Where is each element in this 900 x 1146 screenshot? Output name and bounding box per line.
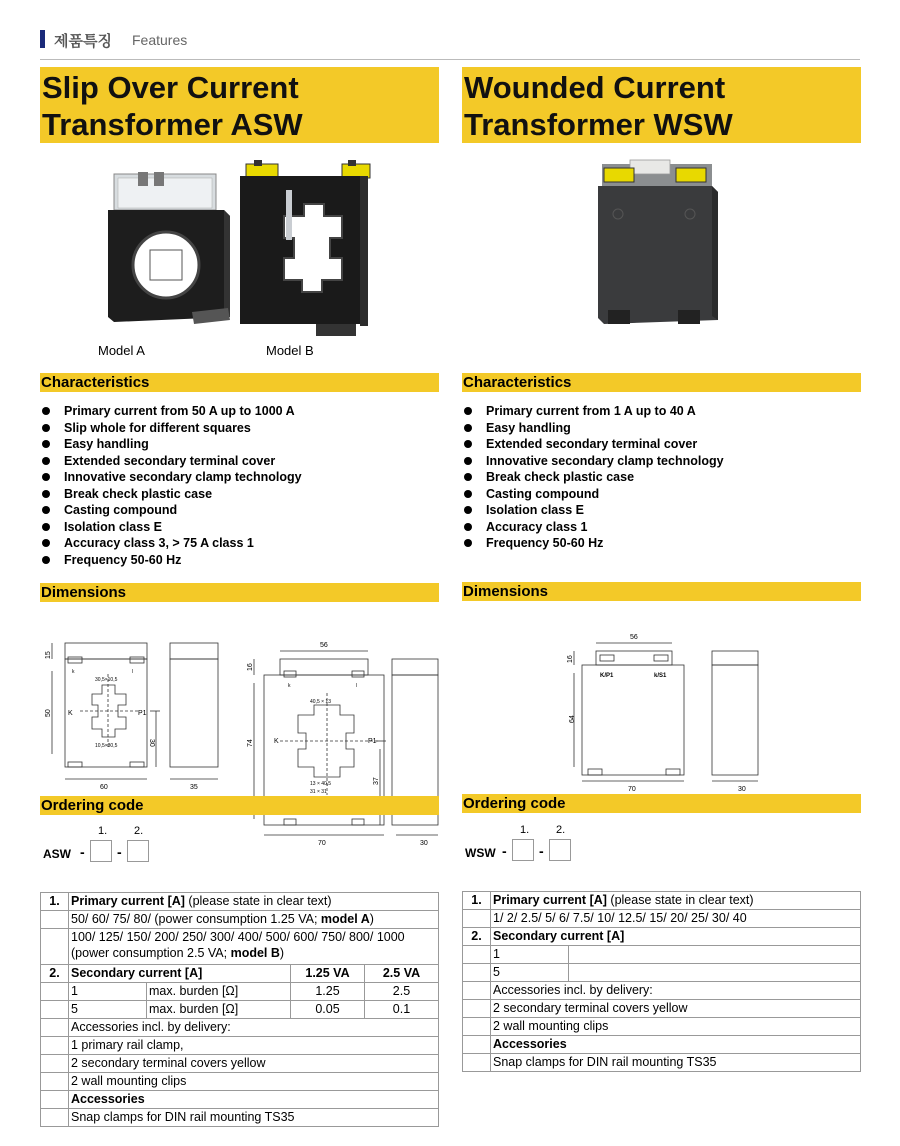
- bullet-icon: [464, 490, 472, 498]
- asw-row-1-primary: [69, 893, 439, 911]
- list-item: [462, 535, 724, 552]
- asw-burden-label-5: max. burden [Ω]: [147, 1001, 291, 1019]
- list-item: [40, 519, 302, 536]
- asw-b-terminal-l: l: [356, 683, 358, 689]
- wsw-dimensions-heading: Dimensions: [462, 582, 861, 601]
- wsw-accessory-clips: 2 wall mounting clips: [491, 1018, 861, 1036]
- asw-secondary-current-heading: [69, 965, 291, 983]
- asw-b-hole-label-2: 13 × 40,5: [310, 781, 331, 787]
- list-item: [462, 403, 724, 420]
- bullet-icon: [42, 490, 50, 498]
- bullet-icon: [42, 457, 50, 465]
- asw-order-box-2[interactable]: [127, 840, 149, 862]
- list-item-text: Easy handling: [486, 420, 571, 435]
- asw-model-b-photo: [236, 160, 371, 345]
- asw-order-box-1[interactable]: [90, 840, 112, 862]
- wsw-accessories-delivery: Accessories incl. by delivery:: [491, 982, 861, 1000]
- bullet-icon: [464, 539, 472, 547]
- list-item: [462, 469, 724, 486]
- asw-accessory-terminal-covers: 2 secondary terminal covers yellow: [69, 1055, 439, 1073]
- asw-order-position-1-label: 1.: [98, 825, 108, 837]
- list-item-text: Isolation class E: [64, 519, 162, 534]
- bullet-icon: [42, 506, 50, 514]
- wsw-order-position-1-label: 1.: [520, 824, 530, 836]
- asw-a-terminal-p1: P1: [138, 710, 147, 717]
- list-item: [40, 486, 302, 503]
- table-row: [463, 910, 861, 928]
- header-accent-bar: [40, 30, 45, 48]
- list-item-text: Accuracy class 3, > 75 A class 1: [64, 536, 254, 550]
- asw-a-dim-15: 15: [45, 651, 52, 659]
- asw-b-terminal-k-upper: K: [274, 738, 279, 745]
- list-item: [40, 552, 302, 569]
- wsw-photo: [594, 158, 726, 335]
- asw-col-125va: [291, 965, 365, 983]
- asw-b-dim-37: 37: [373, 777, 380, 785]
- wsw-order-code-prefix: WSW: [465, 846, 496, 860]
- list-item-text: Casting compound: [486, 486, 600, 501]
- wsw-front-view: [574, 643, 758, 781]
- list-item: [40, 502, 302, 519]
- wsw-order-dash-2: -: [539, 843, 544, 859]
- wsw-dim-64: 64: [569, 715, 576, 723]
- table-row: [41, 1019, 439, 1037]
- asw-a-terminal-k: k: [72, 669, 75, 675]
- asw-model-b-power: (power consumption 2.5 VA;: [71, 946, 231, 960]
- wsw-column: [462, 67, 861, 1069]
- table-row: [463, 928, 861, 946]
- header-title-english: Features: [132, 32, 188, 48]
- bullet-icon: [464, 424, 472, 432]
- asw-primary-current-note: (please state in clear text): [184, 894, 332, 908]
- asw-order-dash-1: -: [80, 844, 85, 860]
- asw-characteristics-list: [40, 403, 302, 568]
- bullet-icon: [42, 556, 50, 564]
- wsw-accessories-label: Accessories: [493, 1037, 567, 1051]
- bullet-icon: [42, 407, 50, 415]
- wsw-order-box-1[interactable]: [512, 839, 534, 861]
- table-row: [463, 1036, 861, 1054]
- list-item-text: Primary current from 50 A up to 1000 A: [64, 404, 295, 418]
- asw-b-dim-56: 56: [320, 642, 328, 649]
- asw-a-terminal-l: l: [132, 669, 134, 675]
- asw-model-b-label: model B: [230, 946, 280, 960]
- bullet-icon: [464, 506, 472, 514]
- wsw-secondary-current-label: Secondary current [A]: [493, 929, 625, 943]
- asw-row-2-num: 2.: [41, 965, 69, 983]
- list-item-text: Isolation class E: [486, 503, 584, 517]
- bullet-icon: [464, 407, 472, 415]
- asw-a-dim-50: 50: [45, 709, 52, 717]
- asw-title-line1: Slip Over Current: [42, 70, 299, 105]
- asw-b-dim-30: 30: [420, 840, 428, 847]
- asw-ordering-code: [40, 825, 240, 875]
- list-item-text: Extended secondary terminal cover: [486, 437, 698, 451]
- asw-order-dash-2: -: [117, 844, 122, 860]
- asw-a-dim-60: 60: [100, 784, 108, 791]
- list-item: [40, 420, 302, 437]
- bullet-icon: [42, 424, 50, 432]
- asw-accessories-label: Accessories: [71, 1092, 145, 1106]
- table-row: [463, 892, 861, 910]
- list-item: [40, 403, 302, 420]
- wsw-title-box: [462, 67, 861, 143]
- list-item-text: Break check plastic case: [486, 470, 635, 484]
- wsw-row-2-num: 2.: [463, 928, 491, 946]
- table-row: [463, 982, 861, 1000]
- wsw-spec-table: [462, 891, 861, 1072]
- bullet-icon: [464, 523, 472, 531]
- asw-a-terminal-k-upper: K: [68, 710, 73, 717]
- asw-spec-table: [40, 892, 439, 1127]
- wsw-order-position-2-label: 2.: [556, 824, 566, 836]
- asw-accessory-snap-clamps: Snap clamps for DIN rail mounting TS35: [69, 1109, 439, 1127]
- bullet-icon: [464, 457, 472, 465]
- list-item-text: Slip whole for different squares: [64, 420, 251, 435]
- wsw-primary-current-note: (please state in clear text): [606, 893, 754, 907]
- table-row: [463, 964, 861, 982]
- asw-title-box: [40, 67, 439, 143]
- header-title-korean: 제품특징: [54, 32, 112, 50]
- wsw-secondary-current-heading: [491, 928, 861, 946]
- wsw-dim-30: 30: [738, 786, 746, 793]
- asw-title-line2: Transformer ASW: [42, 107, 303, 142]
- table-row: [41, 1001, 439, 1019]
- wsw-title-line2: Transformer WSW: [464, 107, 733, 142]
- list-item: [462, 519, 724, 536]
- list-item-text: Extended secondary terminal cover: [64, 453, 276, 468]
- asw-b-dim-74: 74: [247, 739, 254, 747]
- asw-row-model-a-values: [69, 911, 439, 929]
- asw-b-dim-16: 16: [247, 663, 254, 671]
- list-item-text: Innovative secondary clamp technology: [64, 470, 302, 484]
- wsw-characteristics-list: [462, 403, 724, 552]
- asw-col-25va-label: 2.5 VA: [382, 966, 421, 980]
- asw-col-125va-label: 1.25 VA: [305, 966, 350, 980]
- table-row: [41, 1055, 439, 1073]
- list-item: [40, 535, 302, 552]
- wsw-order-box-2[interactable]: [549, 839, 571, 861]
- table-row: [41, 1037, 439, 1055]
- list-item: [40, 436, 302, 453]
- wsw-dim-70: 70: [628, 786, 636, 793]
- wsw-primary-current-heading: Primary current [A]: [493, 893, 607, 907]
- table-row: [463, 1000, 861, 1018]
- wsw-primary-values: 1/ 2/ 2.5/ 5/ 6/ 7.5/ 10/ 12.5/ 15/ 20/ 25/ 30/ 40: [491, 910, 861, 928]
- list-item: [462, 502, 724, 519]
- table-row: [41, 965, 439, 983]
- asw-b-terminal-k: k: [288, 683, 291, 689]
- asw-accessory-clips: 2 wall mounting clips: [69, 1073, 439, 1091]
- asw-accessory-rail-clamp: 1 primary rail clamp,: [69, 1037, 439, 1055]
- list-item-text: Frequency 50-60 Hz: [64, 552, 182, 567]
- wsw-dim-56: 56: [630, 634, 638, 641]
- asw-a-hole-label: 30,5×10,5: [95, 677, 118, 683]
- wsw-dim-16: 16: [567, 655, 574, 663]
- list-item: [462, 486, 724, 503]
- table-row: [41, 1073, 439, 1091]
- asw-characteristics-heading: Characteristics: [40, 373, 439, 392]
- table-row: [41, 893, 439, 911]
- asw-b-terminal-p1: P1: [368, 738, 377, 745]
- list-item: [462, 420, 724, 437]
- wsw-row-1-num: 1.: [463, 892, 491, 910]
- asw-dimensions-heading: Dimensions: [40, 583, 439, 602]
- list-item-text: Casting compound: [64, 503, 178, 517]
- wsw-characteristics-heading: Characteristics: [462, 373, 861, 392]
- wsw-accessory-snap-clamps: Snap clamps for DIN rail mounting TS35: [491, 1054, 861, 1072]
- wsw-terminal-kp1: K/P1: [600, 673, 614, 679]
- wsw-accessory-terminal-covers: 2 secondary terminal covers yellow: [491, 1000, 861, 1018]
- list-item-text: Innovative secondary clamp technology: [486, 453, 724, 468]
- asw-b-dim-70: 70: [318, 840, 326, 847]
- page-header: [40, 28, 860, 60]
- bullet-icon: [42, 473, 50, 481]
- asw-b-hole-label: 40,5 × 13: [310, 699, 331, 705]
- asw-burden-5-25: 0.1: [365, 1001, 439, 1019]
- list-item-text: Break check plastic case: [64, 486, 213, 501]
- asw-burden-label-1: max. burden [Ω]: [147, 983, 291, 1001]
- list-item: [462, 453, 724, 470]
- asw-accessories-heading: [69, 1091, 439, 1109]
- asw-sec-1: 1: [69, 983, 147, 1001]
- asw-a-hole-label-2: 10,5×30,5: [95, 743, 118, 749]
- list-item-text: Primary current from 1 A up to 40 A: [486, 404, 696, 418]
- table-row: [41, 1091, 439, 1109]
- asw-model-a-values: 50/ 60/ 75/ 80/ (power consumption 1.25 VA;: [71, 912, 321, 926]
- bullet-icon: [464, 473, 472, 481]
- asw-model-b-values: 100/ 125/ 150/ 200/ 250/ 300/ 400/ 500/ 600/ 750/ 800/ 1000: [71, 930, 405, 944]
- asw-accessories-delivery: Accessories incl. by delivery:: [69, 1019, 439, 1037]
- asw-burden-1-125: 1.25: [291, 983, 365, 1001]
- asw-model-a-close: ): [369, 912, 374, 926]
- bullet-icon: [464, 440, 472, 448]
- wsw-sec-5: 5: [491, 964, 569, 982]
- asw-sec-5: 5: [69, 1001, 147, 1019]
- wsw-ordering-heading: Ordering code: [462, 794, 861, 813]
- asw-model-a-photo: [106, 172, 236, 337]
- list-item-text: Accuracy class 1: [486, 519, 588, 534]
- wsw-row-1-primary: [491, 892, 861, 910]
- asw-burden-5-125: 0.05: [291, 1001, 365, 1019]
- asw-model-a-label: model A: [320, 912, 370, 926]
- asw-a-dim-30: 30: [148, 739, 155, 747]
- wsw-sec-1: 1: [491, 946, 569, 964]
- wsw-accessories-heading: [491, 1036, 861, 1054]
- table-row: [463, 1054, 861, 1072]
- table-row: [41, 911, 439, 929]
- wsw-order-dash-1: -: [502, 843, 507, 859]
- asw-order-position-2-label: 2.: [134, 825, 144, 837]
- list-item: [462, 436, 724, 453]
- wsw-terminal-ls1: k/S1: [654, 673, 667, 679]
- table-row: [41, 929, 439, 965]
- asw-model-a-caption: Model A: [98, 343, 145, 358]
- list-item: [40, 453, 302, 470]
- table-row: [41, 983, 439, 1001]
- table-row: [41, 1109, 439, 1127]
- asw-column: [40, 67, 439, 1124]
- asw-primary-current-heading: Primary current [A]: [71, 894, 185, 908]
- list-item: [40, 469, 302, 486]
- bullet-icon: [42, 523, 50, 531]
- asw-col-25va: [365, 965, 439, 983]
- wsw-ordering-code: [462, 824, 662, 874]
- wsw-dimension-drawing: [562, 619, 861, 793]
- asw-a-dim-35: 35: [190, 784, 198, 791]
- asw-b-hole-label-3: 31 × 31: [310, 789, 327, 795]
- asw-model-a-front-view: [52, 643, 218, 779]
- asw-secondary-current-label: Secondary current [A]: [71, 966, 203, 980]
- asw-model-b-caption: Model B: [266, 343, 314, 358]
- asw-burden-1-25: 2.5: [365, 983, 439, 1001]
- asw-model-b-close: ): [279, 946, 285, 960]
- bullet-icon: [42, 539, 50, 547]
- list-item-text: Frequency 50-60 Hz: [486, 536, 604, 550]
- bullet-icon: [42, 440, 50, 448]
- asw-ordering-heading: Ordering code: [40, 796, 439, 815]
- asw-order-code-prefix: ASW: [43, 847, 71, 861]
- asw-row-1-num: 1.: [41, 893, 69, 911]
- asw-row-model-b-values: [69, 929, 439, 965]
- table-row: [463, 946, 861, 964]
- list-item-text: Easy handling: [64, 437, 149, 451]
- table-row: [463, 1018, 861, 1036]
- wsw-title-line1: Wounded Current: [464, 70, 726, 105]
